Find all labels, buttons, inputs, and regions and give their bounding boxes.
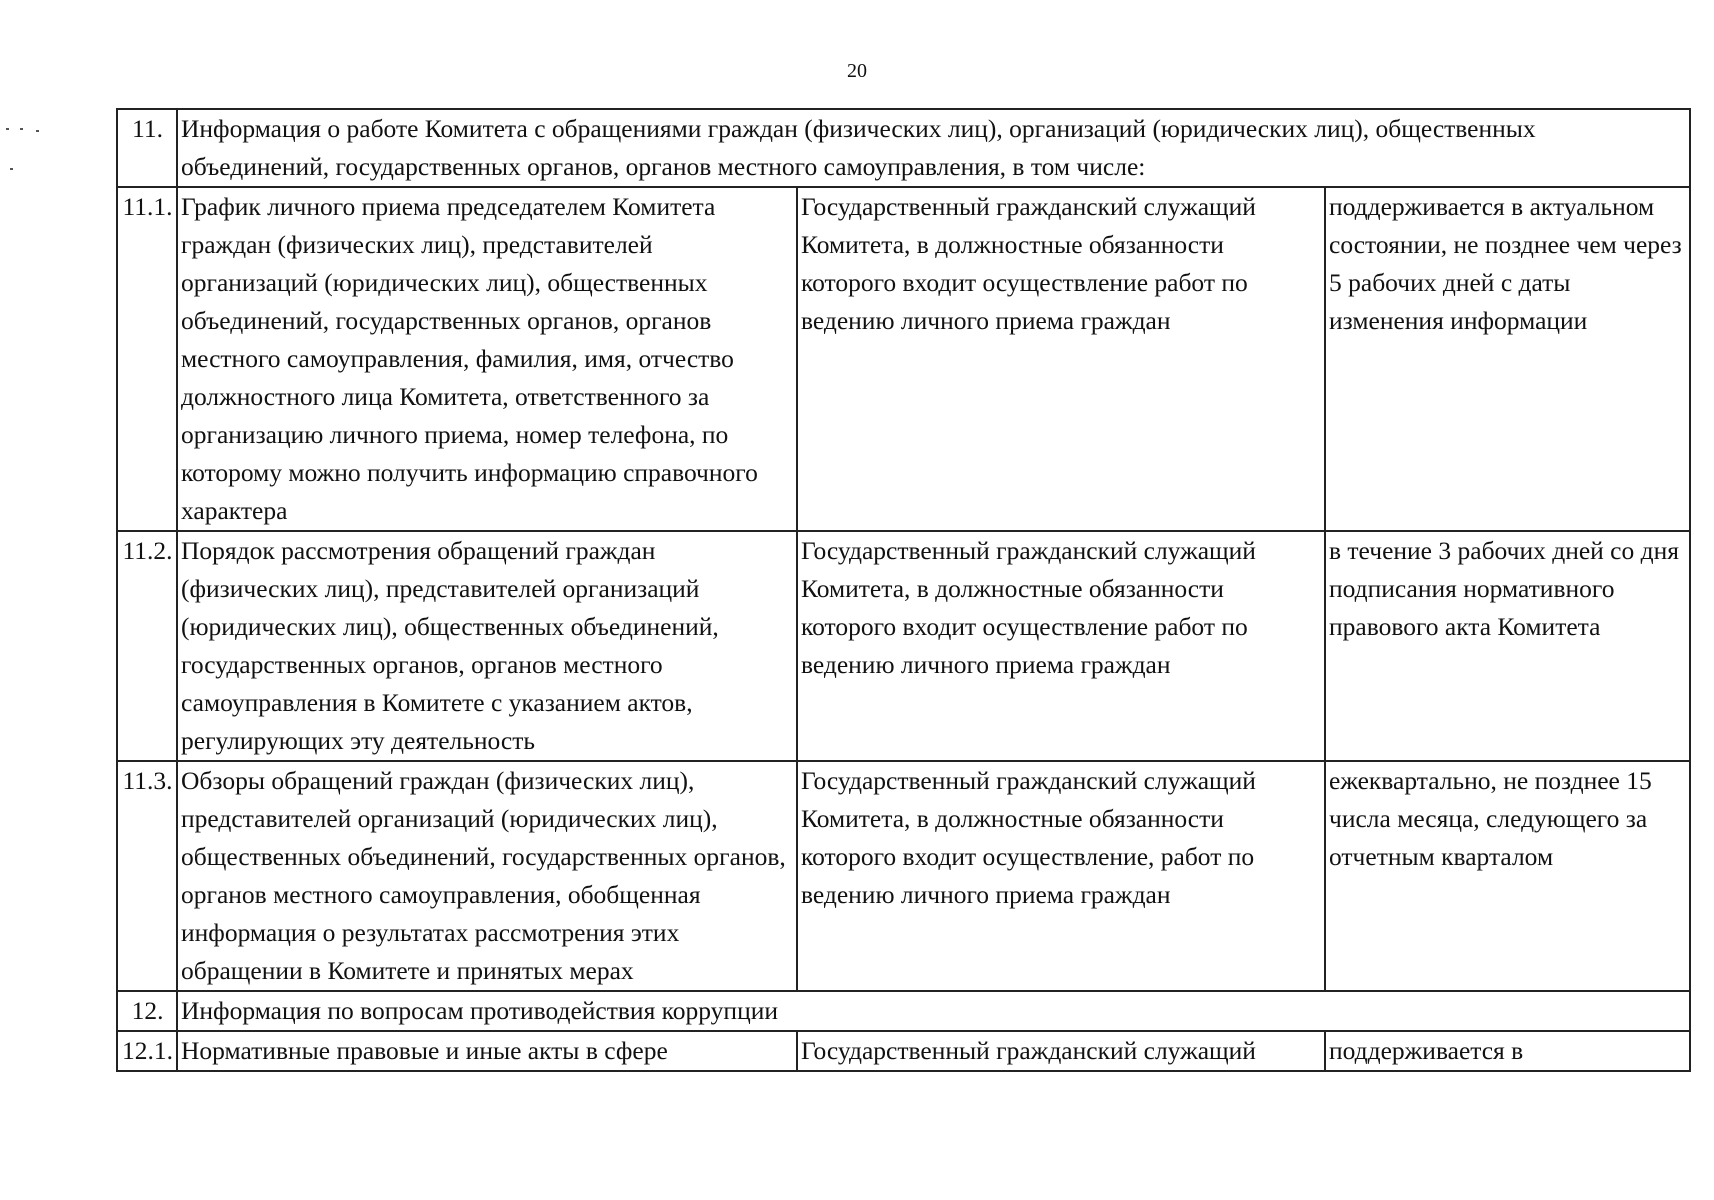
item-responsible: Государственный гражданский служащий Комитета, в должностные обязанности которого входит осуществление, работ по ведению личного приема граждан <box>797 761 1325 991</box>
section-title: Информация по вопросам противодействия коррупции <box>177 991 1690 1031</box>
row-number: 11.1. <box>117 187 177 531</box>
item-responsible: Государственный гражданский служащий <box>797 1031 1325 1071</box>
item-content: Нормативные правовые и иные акты в сфере <box>177 1031 797 1071</box>
row-number: 12. <box>117 991 177 1031</box>
scan-speck <box>36 130 39 132</box>
item-deadline: ежеквартально, не позднее 15 числа месяца, следующего за отчетным кварталом <box>1325 761 1690 991</box>
table-row-section-12 <box>117 991 1690 1031</box>
item-responsible: Государственный гражданский служащий Комитета, в должностные обязанности которого входит осуществление работ по ведению личного приема граждан <box>797 531 1325 761</box>
row-number: 11. <box>117 109 177 187</box>
page-number: 20 <box>847 60 867 82</box>
scan-speck <box>10 168 13 170</box>
table-row <box>117 761 1690 991</box>
item-deadline: поддерживается в актуальном состоянии, не позднее чем через 5 рабочих дней с даты изменения информации <box>1325 187 1690 531</box>
item-deadline: поддерживается в <box>1325 1031 1690 1071</box>
item-responsible: Государственный гражданский служащий Комитета, в должностные обязанности которого входит осуществление работ по ведению личного приема граждан <box>797 187 1325 531</box>
table-row <box>117 1031 1690 1071</box>
row-number: 11.2. <box>117 531 177 761</box>
row-number: 11.3. <box>117 761 177 991</box>
table-row-section-11 <box>117 109 1690 187</box>
item-content: Обзоры обращений граждан (физических лиц), представителей организаций (юридических лиц), общественных объединений, государственных органов, органов местного самоуправления, обобщенная информация о результатах рассмотрения этих обращении в Комитете и принятых мерах <box>177 761 797 991</box>
row-number: 12.1. <box>117 1031 177 1071</box>
section-title: Информация о работе Комитета с обращениями граждан (физических лиц), организаций (юридических лиц), общественных объединений, государственных органов, органов местного самоуправления, в том числе: <box>177 109 1690 187</box>
scan-speck <box>20 128 23 130</box>
information-table <box>116 108 1691 1072</box>
table-row <box>117 187 1690 531</box>
scan-speck <box>6 128 9 130</box>
item-content: Порядок рассмотрения обращений граждан (физических лиц), представителей организаций (юридических лиц), общественных объединений, государственных органов, органов местного самоуправления в Комитете с указанием актов, регулирующих эту деятельность <box>177 531 797 761</box>
table-row <box>117 531 1690 761</box>
item-deadline: в течение 3 рабочих дней со дня подписания нормативного правового акта Комитета <box>1325 531 1690 761</box>
item-content: График личного приема председателем Комитета граждан (физических лиц), представителей организаций (юридических лиц), общественных объединений, государственных органов, органов местного самоуправления, фамилия, имя, отчество должностного лица Комитета, ответственного за организацию личного приема, номер телефона, по которому можно получить информацию справочного характера <box>177 187 797 531</box>
